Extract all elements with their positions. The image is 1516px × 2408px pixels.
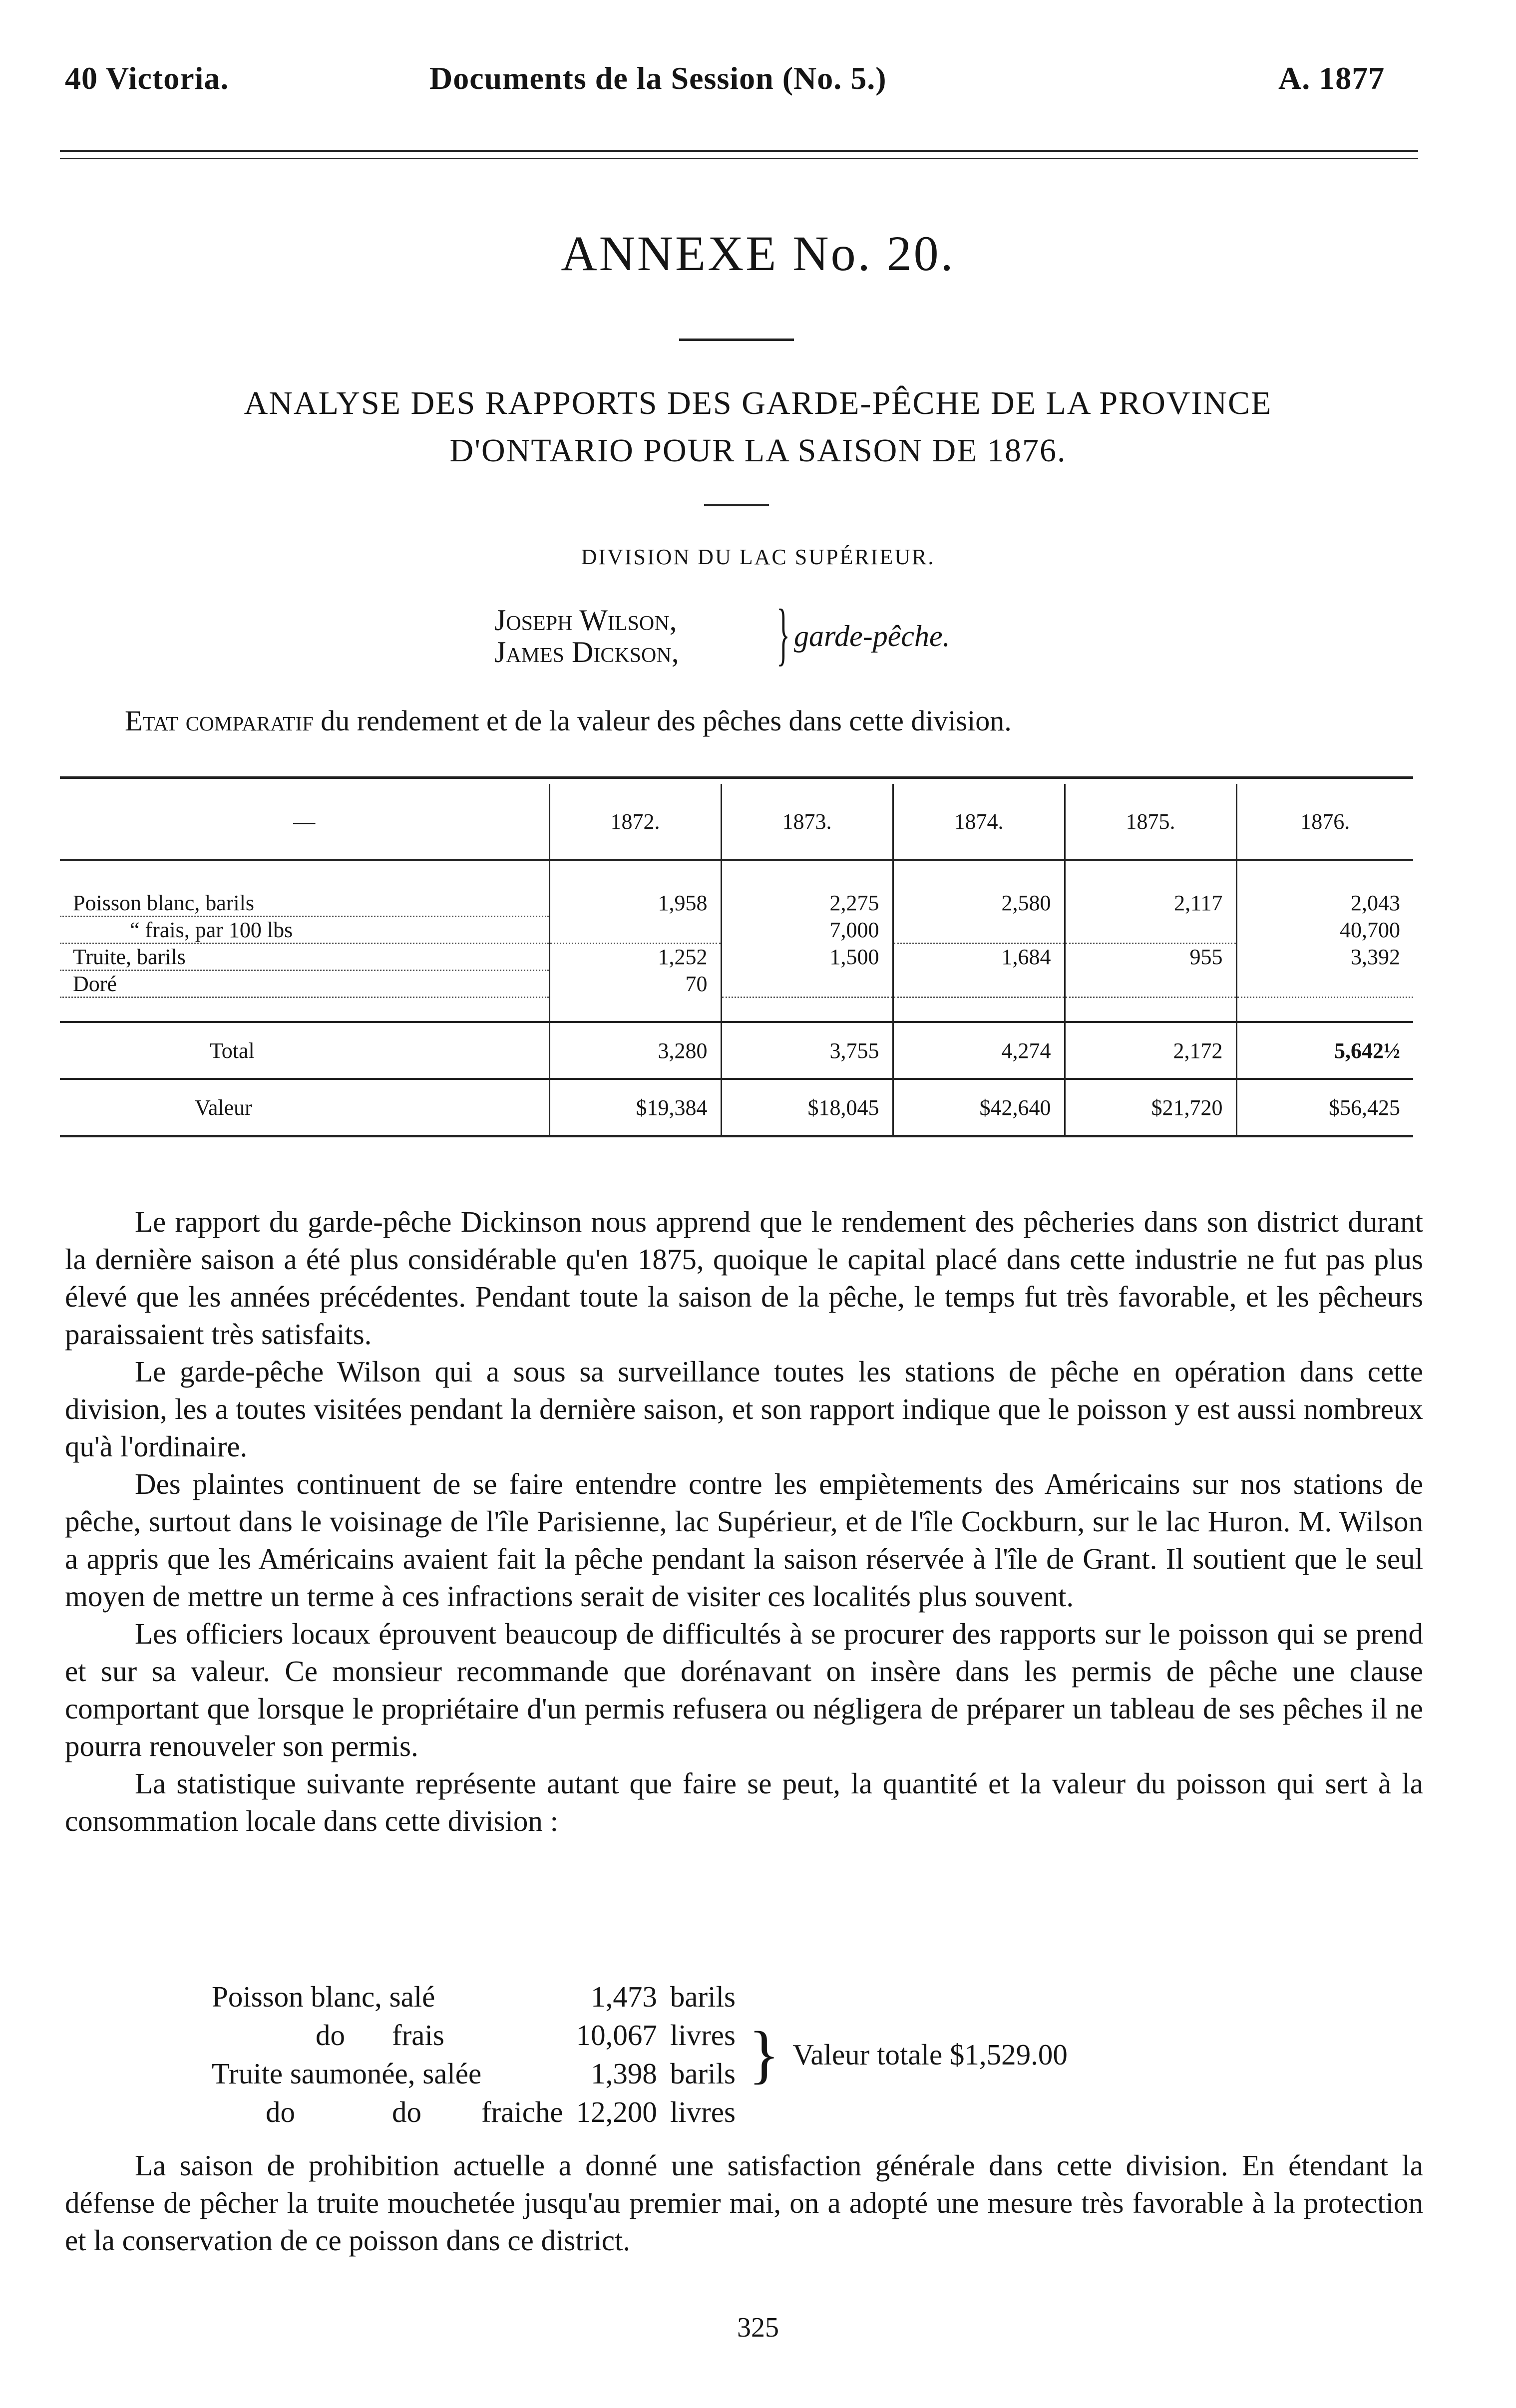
consumption-unit: livres [670,2095,736,2128]
comparative-table [60,784,1413,1137]
cell: 7,000 [721,916,893,943]
analysis-title-line1: ANALYSE DES RAPPORTS DES GARDE-PÊCHE DE LA PROVINCE [244,385,1272,421]
cell: 1,500 [721,943,893,970]
cell [893,916,1065,943]
cell: 1,958 [549,890,721,917]
year-header: 1873. [721,784,893,860]
cell: 2,043 [1236,890,1413,917]
cell: 2,580 [893,890,1065,917]
total-cell: 3,755 [721,1022,893,1079]
cell [893,970,1065,997]
cell: 40,700 [1236,916,1413,943]
consumption-item: Poisson blanc, salé [212,1980,435,2013]
consumption-item-sub2: fraiche [481,2095,563,2128]
page-number: 325 [737,2312,779,2343]
warden-names [494,604,679,668]
table-row [60,943,1413,970]
body-text [65,1203,1423,1840]
division-heading: DIVISION DU LAC SUPÉRIEUR. [581,545,935,569]
year-header: 1872. [549,784,721,860]
table-top-rule [60,776,1413,779]
value-cell: $18,045 [721,1079,893,1136]
value-cell: $42,640 [893,1079,1065,1136]
statement-lead: Etat comparatif [125,704,314,737]
warden-role: garde-pêche. [794,620,950,653]
consumption-item-sub: frais [392,2019,444,2052]
consumption-qty: 1,398 [591,2057,657,2090]
cell: 1,684 [893,943,1065,970]
annex-title: ANNEXE No. 20. [561,226,955,281]
header-rule-bottom [60,158,1418,159]
row-label: Poisson blanc, barils [60,890,549,917]
cell [721,970,893,997]
consumption-qty: 10,067 [576,2019,657,2052]
value-label: Valeur [195,1095,252,1120]
table-row [60,890,1413,917]
warden-name-2: James Dickson, [494,636,679,669]
consumption-item: do [316,2019,345,2052]
cell: 2,275 [721,890,893,917]
header-right: A. 1877 [1278,60,1385,96]
cell: 1,252 [549,943,721,970]
analysis-divider [704,504,769,506]
row-label: Doré [60,970,549,997]
consumption-row [206,1978,1074,2016]
consumption-item-sub: do [392,2095,421,2128]
cell [549,916,721,943]
final-paragraph: La saison de prohibition actuelle a donné une satisfaction générale dans cette division. En étendant la défense de pêcher la truite mouchetée jusqu'au premier mai, on a adopté une mesure très favorable à la protection et la conservation de ce poisson dans ce district. [65,2149,1423,2257]
cell: 955 [1065,943,1236,970]
row-label: Truite, barils [60,943,549,970]
paragraph: Le garde-pêche Wilson qui a sous sa surveillance toutes les stations de pêche en opération dans cette division, les a toutes visitées pendant la dernière saison, et son rapport indique que le poisson y est aussi nombreux qu'à l'ordinaire. [65,1355,1423,1463]
consumption-item: do [266,2095,295,2128]
paragraph: Le rapport du garde-pêche Dickinson nous apprend que le rendement des pêcheries dans son district durant la dernière saison a été plus considérable qu'en 1875, quoique le capital placé dans cette industrie ne fut pas plus élevé que les années précédentes. Pendant toute la saison de la pêche, le temps fut très favorable, et les pêcheurs paraissaient très satisfaits. [65,1205,1423,1351]
cell [1236,970,1413,997]
table-row [60,916,1413,943]
table-row [60,970,1413,997]
analysis-title-line2: D'ONTARIO POUR LA SAISON DE 1876. [449,432,1067,469]
year-header: 1874. [893,784,1065,860]
total-cell: 5,642½ [1236,1022,1413,1079]
brace: } [776,595,790,673]
total-cell: 3,280 [549,1022,721,1079]
total-cell: 4,274 [893,1022,1065,1079]
brace: } [748,2019,780,2090]
consumption-item: Truite saumonée, salée [212,2057,482,2090]
consumption-qty: 1,473 [591,1980,657,2013]
consumption-unit: barils [670,2057,736,2090]
value-cell: $56,425 [1236,1079,1413,1136]
row-label: “ frais, par 100 lbs [60,916,549,943]
total-cell: 2,172 [1065,1022,1236,1079]
title-divider [679,339,794,341]
consumption-item-sub2 [451,2017,569,2054]
consumption-unit: livres [670,2019,736,2052]
cell: 2,117 [1065,890,1236,917]
header-left: 40 Victoria. [65,60,229,96]
header-center: Documents de la Session (No. 5.) [429,60,887,96]
consumption-total: Valeur totale $1,529.00 [792,2038,1068,2071]
year-header: 1876. [1236,784,1413,860]
year-header: 1875. [1065,784,1236,860]
cell: 70 [549,970,721,997]
consumption-qty: 12,200 [576,2095,657,2128]
cell [1065,916,1236,943]
cell: 3,392 [1236,943,1413,970]
cell [1065,970,1236,997]
consumption-table [205,1977,1075,2132]
table-header-row [60,784,1413,860]
value-cell: $19,384 [549,1079,721,1136]
value-cell: $21,720 [1065,1079,1236,1136]
warden-name-1: Joseph Wilson, [494,604,677,637]
statement-rest: du rendement et de la valeur des pêches dans cette division. [313,704,1012,737]
table-corner: — [60,784,549,860]
final-text [65,2147,1423,2259]
consumption-unit: barils [670,1980,736,2013]
paragraph: Des plaintes continuent de se faire entendre contre les empiètements des Américains sur nos stations de pêche, surtout dans le voisinage de l'île Parisienne, lac Supérieur, et de l'île Cockburn, sur le lac Huron. M. Wilson a appris que les Américains avaient fait la pêche pendant la saison réservée à l'île de Grant. Il soutient que le seul moyen de mettre un terme à ces infractions serait de visiter ces localités plus souvent. [65,1467,1423,1613]
statement [125,704,1012,737]
total-row [60,1022,1413,1079]
paragraph: Les officiers locaux éprouvent beaucoup de difficultés à se procurer des rapports sur le poisson qui se prend et sur sa valeur. Ce monsieur recommande que dorénavant on insère dans les permis de pêche une clause comportant que lorsque le propriétaire d'un permis refusera ou négligera de préparer un tableau de ses pêches il ne pourra renouveler son permis. [65,1617,1423,1762]
value-row [60,1079,1413,1136]
header-rule-top [60,150,1418,152]
paragraph: La statistique suivante représente autant que faire se peut, la quantité et la valeur du poisson qui sert à la consommation locale dans cette division : [65,1767,1423,1837]
total-label: Total [210,1038,255,1063]
